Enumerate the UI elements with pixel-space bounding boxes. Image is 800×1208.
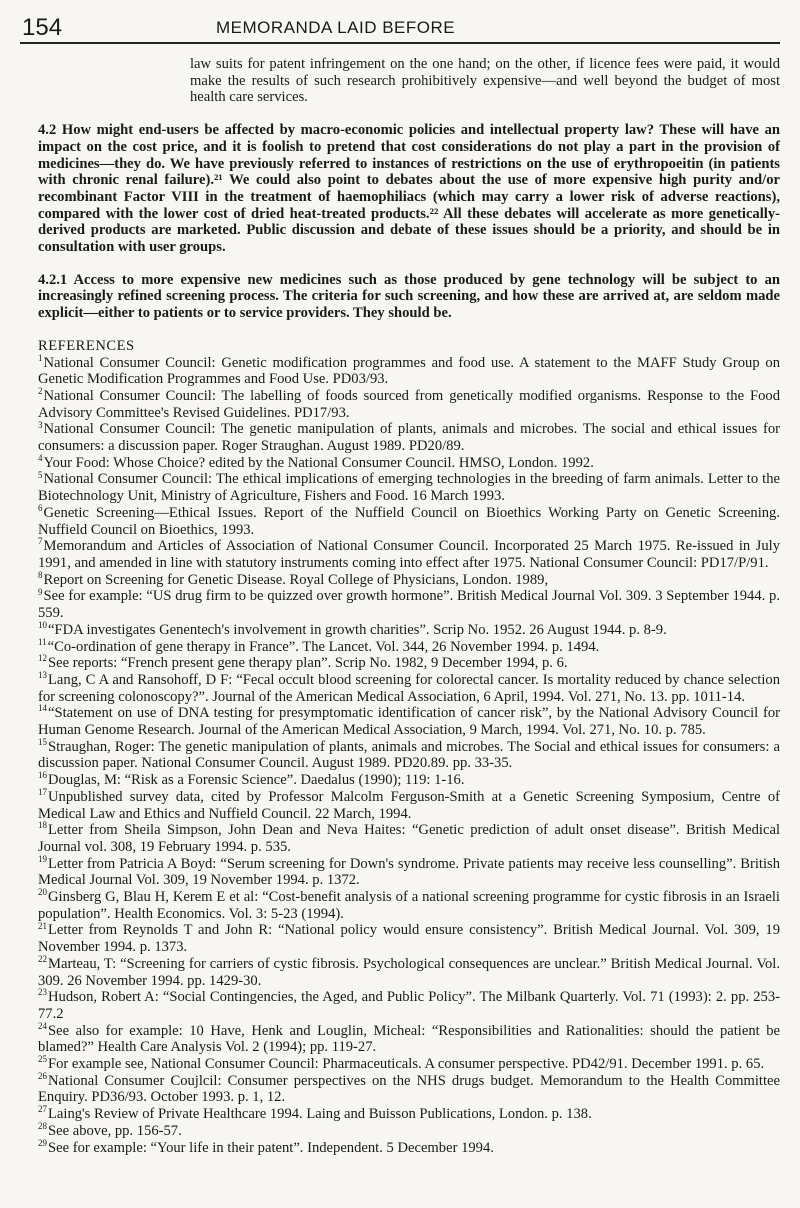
reference-number: 25	[38, 1054, 47, 1065]
reference-item	[38, 352, 780, 388]
page-header	[20, 14, 780, 44]
reference-number: 22	[38, 954, 47, 964]
reference-text: Your Food: Whose Choice? edited by the National Consumer Council. HMSO, London. 1992.	[43, 454, 594, 471]
reference-number: 8	[38, 569, 43, 580]
reference-number: 24	[38, 1020, 47, 1031]
reference-text: See for example: “Your life in their patent”. Independent. 5 December 1994.	[48, 1139, 494, 1156]
reference-item	[38, 505, 780, 538]
reference-number: 21	[38, 920, 47, 931]
reference-text: Genetic Screening—Ethical Issues. Report of the Nuffield Council on Bioethics Working Party on Genetic Screening. Nuffield Council on Bioethics, 1993.	[38, 504, 780, 538]
reference-text: Unpublished survey data, cited by Professor Malcolm Ferguson-Smith at a Genetic Screening Symposium, Centre of Medical Law and Ethics and Nuffield Council. 22 March, 1994.	[38, 788, 780, 822]
paragraph-4-2-1: 4.2.1 Access to more expensive new medicines such as those produced by gene technology will be subject to an increasingly refined screening process. The criteria for such screening, and how these are arrived at, are seldom made explicit—either to patients or to service providers. They should be.	[38, 271, 780, 322]
reference-text: Ginsberg G, Blau H, Kerem E et al: “Cost-benefit analysis of a national screening programme for cystic fibrosis in an Israeli population”. Health Economics. Vol. 3: 5-23 (1994).	[38, 889, 780, 922]
reference-number: 29	[38, 1137, 47, 1148]
reference-item	[38, 388, 780, 421]
references-heading: REFERENCES	[38, 337, 135, 354]
reference-number: 3	[38, 419, 43, 430]
reference-item	[38, 1056, 780, 1073]
reference-number: 14	[38, 703, 47, 714]
reference-number: 10	[38, 619, 47, 630]
reference-text: “Co-ordination of gene therapy in France”. The Lancet. Vol. 344, 26 November 1994. p. 1494.	[47, 638, 600, 655]
reference-item	[38, 786, 780, 822]
reference-number: 26	[38, 1070, 47, 1081]
reference-number: 15	[38, 736, 47, 747]
reference-item	[38, 956, 780, 989]
reference-number: 4	[38, 452, 43, 463]
reference-item	[38, 636, 780, 656]
reference-item	[38, 853, 780, 889]
reference-item	[38, 471, 780, 504]
reference-number: 13	[38, 670, 47, 681]
reference-item	[38, 655, 780, 672]
running-head: MEMORANDA LAID BEFORE	[216, 18, 456, 37]
reference-item	[38, 1106, 780, 1123]
reference-item	[38, 822, 780, 855]
reference-number: 20	[38, 887, 47, 898]
reference-item	[38, 569, 780, 589]
reference-text: See also for example: 10 Have, Henk and Louglin, Micheal: “Responsibilities and Rationalities: should the patient be blamed?” Health Care Analysis Vol. 2 (1994); pp. 119-27.	[38, 1022, 780, 1056]
reference-number: 6	[38, 503, 43, 514]
reference-item	[38, 421, 780, 454]
reference-item	[38, 672, 780, 705]
reference-text: Laing's Review of Private Healthcare 1994. Laing and Buisson Publications, London. p. 138.	[48, 1106, 592, 1123]
page-content	[38, 56, 780, 1156]
reference-item	[38, 538, 780, 571]
reference-text: Douglas, M: “Risk as a Forensic Science”. Daedalus (1990); 119: 1-16.	[48, 772, 465, 789]
reference-text: See for example: “US drug firm to be quizzed over growth hormone”. British Medical Journal Vol. 309. 3 September 1944. p. 559.	[38, 588, 780, 622]
reference-number: 7	[38, 536, 43, 547]
reference-item	[38, 889, 780, 922]
reference-number: 23	[38, 987, 47, 998]
reference-item	[38, 1070, 780, 1106]
reference-number: 12	[38, 653, 47, 664]
reference-text: National Consumer Council: The ethical implications of emerging technologies in the breeding of farm animals. Letter to the Biotechnology Unit, Ministry of Agriculture, Fishers and Food. 16 March 1993.	[38, 471, 780, 505]
reference-item	[38, 619, 780, 639]
reference-text: Marteau, T: “Screening for carriers of cystic fibrosis. Psychological consequences are unclear.” British Medical Journal. Vol. 309. 26 November 1994. pp. 1429-30.	[38, 955, 780, 989]
reference-number: 11	[38, 636, 47, 647]
reference-item	[38, 588, 780, 621]
reference-item	[38, 1137, 780, 1157]
reference-text: National Consumer Council: Genetic modification programmes and food use. A statement to the MAFF Study Group on Genetic Modification Programmes and Food Use. PD03/93.	[38, 354, 780, 388]
reference-item	[38, 772, 780, 789]
reference-item	[38, 1020, 780, 1056]
reference-item	[38, 452, 780, 472]
reference-text: Memorandum and Articles of Association of National Consumer Council. Incorporated 25 March 1975. Re-issued in July 1991, and amended in line with statutory instruments coming into effect after 1975. National Consumer Council: PD17/P/91.	[38, 538, 780, 571]
reference-number: 16	[38, 770, 47, 781]
reference-text: “FDA investigates Genentech's involvement in growth charities”. Scrip No. 1952. 26 August 1944. p. 8-9.	[48, 621, 667, 638]
reference-number: 28	[38, 1121, 47, 1132]
reference-text: For example see, National Consumer Council: Pharmaceuticals. A consumer perspective. PD42/91. December 1991. p. 65.	[48, 1056, 765, 1073]
reference-number: 9	[38, 586, 43, 597]
reference-number: 27	[38, 1104, 47, 1115]
reference-number: 1	[38, 352, 43, 363]
references-list	[38, 352, 780, 1157]
reference-text: Straughan, Roger: The genetic manipulation of plants, animals and microbes. The Social and ethical issues for consumers: a discussion paper. National Consumer Council. August 1989. PD20.89. pp. 33-35.	[38, 738, 780, 772]
reference-item	[38, 736, 780, 772]
reference-text: Report on Screening for Genetic Disease. Royal College of Physicians, London. 1989,	[43, 571, 549, 588]
page-number: 154	[22, 14, 63, 41]
reference-text: Letter from Patricia A Boyd: “Serum screening for Down's syndrome. Private patients may receive less counselling”. British Medical Journal Vol. 309, 19 November 1994. p. 1372.	[38, 855, 780, 889]
reference-item	[38, 922, 780, 955]
reference-text: National Consumer Coujlcil: Consumer perspectives on the NHS drugs budget. Memorandum to the Health Committee Enquiry. PD36/93. October 1993. p. 1, 12.	[38, 1072, 780, 1106]
reference-number: 2	[38, 386, 43, 397]
reference-text: See above, pp. 156-57.	[48, 1122, 182, 1139]
reference-item	[38, 1123, 780, 1140]
reference-text: National Consumer Council: The labelling of foods sourced from genetically modified organisms. Response to the Food Advisory Committee's Revised Guidelines. PD17/93.	[38, 387, 780, 421]
reference-text: National Consumer Council: The genetic manipulation of plants, animals and microbes. The social and ethical issues for consumers: a discussion paper. Roger Straughan. August 1989. PD20/89.	[38, 421, 780, 455]
reference-number: 17	[38, 786, 47, 797]
reference-number: 5	[38, 469, 43, 480]
reference-item	[38, 989, 780, 1022]
reference-text: “Statement on use of DNA testing for presymptomatic identification of cancer risk”, by the National Advisory Council for Human Genome Research. Journal of the American Medical Association, 9 March, 1994. Vol. 271, No. 10. p. 785.	[38, 705, 780, 739]
reference-number: 19	[38, 853, 47, 864]
reference-text: Lang, C A and Ransohoff, D F: “Fecal occult blood screening for colorectal cancer. Is mortality reduced by chance selection for screening colonoscopy?”. Journal of the American Medical Association, 6 April, 1994. Vol. 271, No. 13. pp. 1011-14.	[38, 671, 780, 705]
reference-text: Letter from Sheila Simpson, John Dean and Neva Haites: “Genetic prediction of adult onset disease”. British Medical Journal vol. 308, 19 February 1994. p. 535.	[38, 822, 780, 855]
reference-text: See reports: “French present gene therapy plan”. Scrip No. 1982, 9 December 1994, p. 6.	[48, 655, 568, 672]
reference-text: Letter from Reynolds T and John R: “National policy would ensure consistency”. British Medical Journal. Vol. 309, 19 November 1994. p. 1373.	[38, 922, 780, 956]
paragraph-4-2: 4.2 How might end-users be affected by macro-economic policies and intellectual property law? These will have an impact on the cost price, and it is foolish to pretend that cost considerations do not play a part in the provision of medicines—they do. We have previously referred to instances of restrictions on the use of erythropoeitin (in patients with chronic renal failure).²¹ We could also point to debates about the use of more expensive high purity and/or recombinant Factor VIII in the treatment of haemophiliacs (which may carry a lower risk of adverse reactions), compared with the lower cost of dried heat-treated products.²² All these debates will accelerate as more genetically-derived products are marketed. Public discussion and debate of these issues should be a priority, and should be in consultation with user groups.	[38, 122, 780, 256]
paragraph-intro: law suits for patent infringement on the one hand; on the other, if licence fees were paid, it would make the results of such research prohibitively expensive—and well beyond the budget of most health care services.	[190, 56, 780, 106]
reference-number: 18	[38, 820, 47, 831]
reference-item	[38, 705, 780, 738]
reference-text: Hudson, Robert A: “Social Contingencies, the Aged, and Public Policy”. The Milbank Quarterly. Vol. 71 (1993): 2. pp. 253-77.2	[38, 989, 780, 1022]
